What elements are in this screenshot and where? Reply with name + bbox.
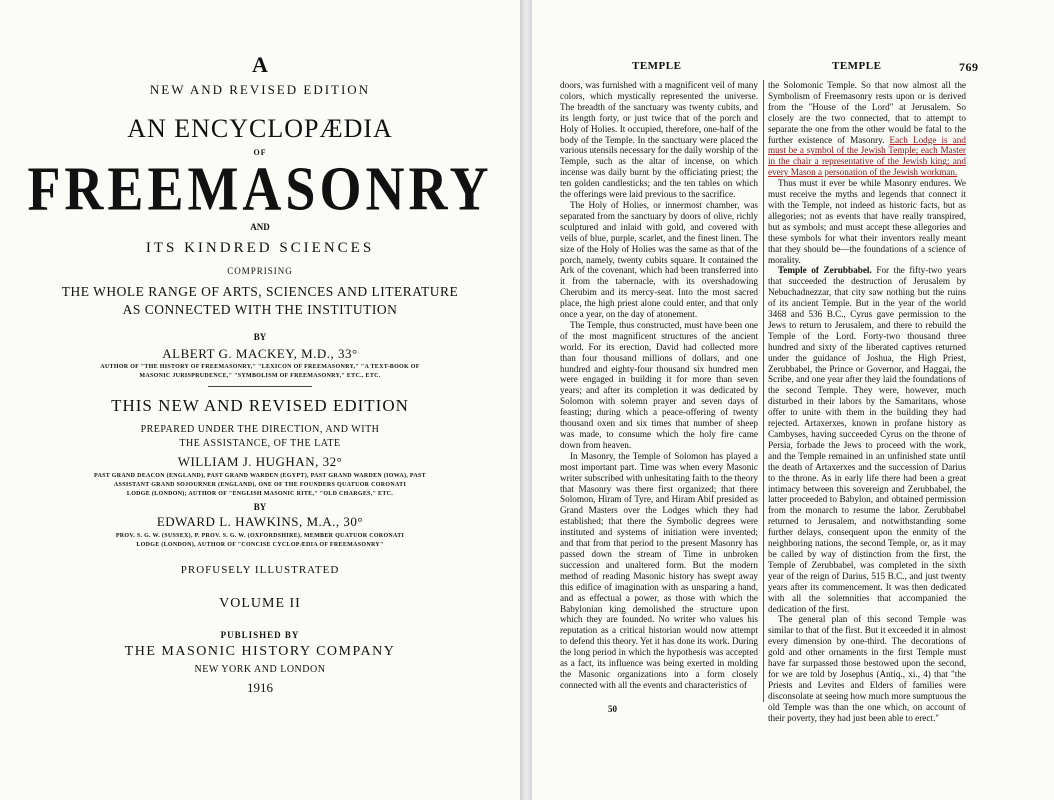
paragraph: The Temple, thus constructed, must have been one of the most magnificent structures of the ancient world. For its erection, David had collected more than four thousand millions of dollars, and one hundred and eighty-four thousand six hundred men were engaged in building it for more than seven years; and after its completion it was dedicated by Solomon with solemn prayer and seven days of feasting; during which a peace-offering of twenty thousand oxen and six times that number of sheep was made, to consume which the holy fire came down from heaven.: [560, 319, 758, 450]
paragraph: [768, 80, 966, 178]
range-line-1: THE WHOLE RANGE OF ARTS, SCIENCES AND LITERATURE: [61, 284, 459, 299]
page-number: 769: [959, 60, 979, 74]
mackey-credentials-1: AUTHOR OF "THE HISTORY OF FREEMASONRY," "LEXICON OF FREEMASONRY," "A TEXT-BOOK OF: [100, 364, 420, 370]
range-line-2: AS CONNECTED WITH THE INSTITUTION: [122, 302, 398, 317]
divider-rule-1: [208, 386, 312, 387]
paragraph: The general plan of this second Temple was similar to that of the first. But it exceeded it in almost every dimension by one-third. The decorations of gold and other ornaments in the first Temple must have far surpassed those bestowed upon the second, for we are told by Josephus (Antiq., xi., 4) that "the Priests and Levites and Elders of families were disconsolate at seeing how much more sumptuous the old Temple was than the one which, on account of their poverty, they had just been able to erect.": [768, 614, 966, 723]
running-head-right: TEMPLE: [832, 60, 882, 72]
footer-number: 50: [608, 704, 617, 714]
paragraph: In Masonry, the Temple of Solomon has played a most important part. Time was when every Masonic writer subscribed with unhesitating faith to the theory that Masonry was there first organized; that there Solomon, Hiram of Tyre, and Hiram Abif presided as Grand Masters over the Lodges which they had established; that there the Symbolic degrees were instituted and systems of initiation were invented; and that from that period to the present Masonry has passed down the stream of Time in unbroken succession and unaltered form. But the modern method of reading Masonic history has swept away this edifice of imagination with as unsparing a hand, and as effectual a power, as those with which the Babylonian king demolished the structure upon which they are founded. No writer who values his reputation as a critical historian would now attempt to defend this theory. Yet it has done its work. During the long period in which the hypothesis was accepted as a fact, its influence was being exerted in molding the Masonic organizations into a form closely connected with all the events and characteristics of: [560, 450, 758, 690]
hawkins-credentials-1: PROV. S. G. W. (SUSSEX), P. PROV. S. G. W. (OXFORDSHIRE), MEMBER QUATUOR CORONATI: [115, 533, 405, 539]
prepared-line-2: THE ASSISTANCE, OF THE LATE: [179, 438, 341, 449]
mackey-credentials-2: MASONIC JURISPRUDENCE," "SYMBOLISM OF FREEMASONRY," ETC., ETC.: [139, 373, 381, 379]
encyclopaedia-title: AN ENCYCLOPÆDIA: [127, 114, 393, 143]
text-column-left: [560, 80, 758, 691]
publisher-company: THE MASONIC HISTORY COMPANY: [124, 644, 396, 659]
book-gutter: [520, 0, 532, 800]
text-page: [532, 0, 1054, 800]
paragraph-text: the Solomonic Temple. So that now almost all the Symbolism of Freemasonry rests upon or is derived from the "House of the Lord" at Jerusalem. So closely are the two connected, that to attempt to separate the one from the other would be fatal to the further existence of Masonry.: [768, 80, 966, 145]
by-label-1: BY: [253, 332, 267, 342]
of-label: OF: [253, 148, 267, 157]
paragraph: doors, was furnished with a magnificent veil of many colors, which mystically represented the universe. The breadth of the sanctuary was twenty cubits, and its length forty, or just twice that of the porch and Holy of Holies. It occupied, therefore, one-half of the body of the Temple. In the sanctuary were placed the various utensils necessary for the daily worship of the Temple, such as the altar of incense, on which incense was daily burnt by the officiating priest; the ten golden candlesticks; and the ten tables on which the offerings were laid previous to the sacrifice.: [560, 80, 758, 200]
hawkins-credentials-2: LODGE (LONDON), AUTHOR OF "CONCISE CYCLOPÆDIA OF FREEMASONRY": [136, 542, 384, 548]
freemasonry-title: FREEMASONRY: [27, 154, 493, 224]
volume-label: VOLUME II: [219, 596, 301, 611]
edition-line: NEW AND REVISED EDITION: [149, 82, 371, 97]
hughan-credentials-3: LODGE (LONDON); AUTHOR OF "ENGLISH MASONIC RITE," "OLD CHARGES," ETC.: [126, 491, 394, 497]
author-hughan: WILLIAM J. HUGHAN, 32°: [177, 454, 343, 469]
column-divider: [763, 80, 764, 702]
text-column-right: [768, 80, 966, 723]
publisher-city: NEW YORK AND LONDON: [194, 664, 326, 675]
author-hawkins: EDWARD L. HAWKINS, M.A., 30°: [156, 514, 364, 529]
profusely-illustrated: PROFUSELY ILLUSTRATED: [180, 564, 340, 576]
comprising-label: COMPRISING: [227, 266, 293, 276]
published-by: PUBLISHED BY: [220, 630, 300, 640]
new-revised-edition: THIS NEW AND REVISED EDITION: [111, 396, 409, 415]
and-label: AND: [250, 222, 270, 232]
entry-paragraph: [768, 265, 966, 614]
author-mackey: ALBERT G. MACKEY, M.D., 33°: [162, 346, 358, 361]
publication-year: 1916: [247, 680, 273, 695]
paragraph: The Holy of Holies, or innermost chamber, was separated from the sanctuary by doors of olive, richly sculptured and inlaid with gold, and covered with veils of blue, purple, scarlet, and the finest linen. The size of the Holy of Holies was the same as that of the porch, namely, twenty cubits square. It contained the Ark of the covenant, which had been transferred into it from the tabernacle, with its overshadowing Cherubim and its mercy-seat. Into the most sacred place, the high priest alone could enter, and that only once a year, on the day of atonement.: [560, 199, 758, 320]
running-head-left: TEMPLE: [632, 60, 682, 72]
entry-title: Temple of Zerubbabel.: [778, 265, 872, 276]
hughan-credentials-2: ASSISTANT GRAND SOJOURNER (ENGLAND), ONE OF THE FOUNDERS QUATUOR CORONATI: [113, 482, 407, 488]
title-page: [0, 0, 520, 800]
letter-a: A: [252, 52, 268, 77]
entry-text: For the fifty-two years that succeeded the destruction of Jerusalem by Nebuchadnezzar, that city saw nothing but the ruins of its ancient Temple. But in the year of the world 3468 and 536 B.C., Cyrus gave permission to the Jews to return to Jerusalem, and there to rebuild the Temple of the Lord. Forty-two thousand three hundred and sixty of the liberated captives returned under the guidance of Joshua, the High Priest, Zerubbabel, the Prince or Governor, and Haggai, the Scribe, and one year after they laid the foundations of the second Temple. They were, however, much disturbed in their labors by the Samaritans, whose offer to unite with them in the building they had rejected. Artaxerxes, known in profane history as Cambyses, having succeeded Cyrus on the throne of Persia, forbade the Jews to proceed with the work, and the Temple remained in an unfinished state until the death of Artaxerxes and the succession of Darius to the throne. As in early life there had been a great intimacy between this sovereign and Zerubbabel, the latter proceeded to Babylon, and obtained permission from the monarch to resume the labor. Zerubbabel returned to Jerusalem, and notwithstanding some further delays, consequent upon the enmity of the neighboring nations, the second Temple, or, as it may be called by way of distinction from the first, the Temple of Zerubbabel, was completed in the sixth year of the reign of Darius, 515 B.C., and just twenty years after its commencement. It was then dedicated with all the solemnities that accompanied the dedication of the first.: [768, 265, 967, 614]
by-label-2: BY: [253, 502, 267, 512]
hughan-credentials-1: PAST GRAND DEACON (ENGLAND), PAST GRAND WARDEN (EGYPT), PAST GRAND WARDEN (IOWA), PAST: [94, 473, 426, 479]
underlined-highlight: Each Lodge is and must be a symbol of the Jewish Temple; each Master in the chair a representative of the Jewish king; and every Mason a personation of the Jewish workman.: [768, 134, 966, 178]
prepared-line-1: PREPARED UNDER THE DIRECTION, AND WITH: [140, 424, 380, 435]
paragraph: Thus must it ever be while Masonry endures. We must receive the myths and legends that connect it with the Temple, not indeed as historic facts, but as allegories; not as events that have really transpired, but as symbols; and must accept these allegories and these symbols for what their inventors really meant that they should be—the foundations of a science of morality.: [768, 178, 966, 265]
kindred-sciences: ITS KINDRED SCIENCES: [145, 240, 375, 256]
